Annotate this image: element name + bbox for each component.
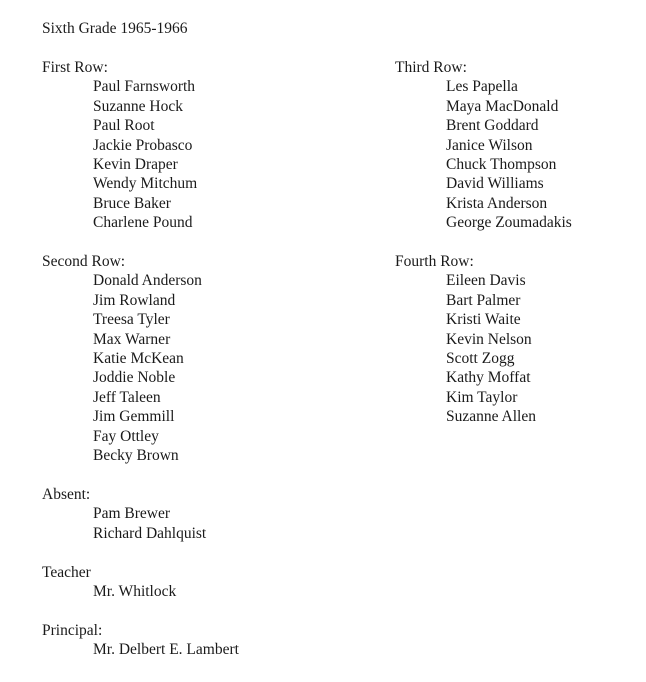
student-name: Charlene Pound [93, 214, 193, 232]
group-first-row [42, 58, 239, 233]
student-name: Bruce Baker [93, 194, 171, 212]
student-name: Donald Anderson [93, 272, 202, 290]
teacher-name: Mr. Whitlock [93, 582, 177, 600]
student-name: Treesa Tyler [93, 311, 170, 329]
student-name: Brent Goddard [446, 117, 539, 135]
student-name: Eileen Davis [446, 272, 526, 290]
group-heading: Fourth Row: [395, 253, 474, 271]
group-heading: Third Row: [395, 59, 467, 76]
group-absent [42, 485, 239, 543]
student-name: Becky Brown [93, 447, 179, 465]
group-heading: Principal: [42, 621, 103, 639]
student-name: Pam Brewer [93, 505, 171, 523]
student-name: Maya MacDonald [446, 97, 559, 115]
group-heading: Teacher [42, 563, 91, 581]
name-list [395, 271, 572, 426]
student-name: Jim Gemmill [93, 408, 175, 426]
student-name: Paul Root [93, 117, 155, 135]
principal-name: Mr. Delbert E. Lambert [93, 641, 239, 659]
group-third-row [395, 58, 572, 233]
student-name: Jeff Taleen [93, 388, 161, 406]
student-name: Joddie Noble [93, 369, 176, 387]
student-name: Kevin Draper [93, 156, 178, 174]
student-name: Krista Anderson [446, 194, 548, 212]
student-name: Jim Rowland [93, 291, 176, 309]
student-name: Chuck Thompson [446, 156, 557, 174]
name-list [42, 640, 239, 659]
student-name: Katie McKean [93, 350, 184, 368]
student-name: Suzanne Hock [93, 97, 183, 115]
student-name: Bart Palmer [446, 291, 521, 309]
name-list [42, 582, 239, 601]
group-fourth-row [395, 252, 572, 427]
student-name: Les Papella [446, 78, 518, 96]
student-name: Kevin Nelson [446, 330, 532, 348]
name-list [42, 504, 239, 543]
right-column [395, 58, 572, 446]
student-name: Scott Zogg [446, 350, 515, 368]
name-list [395, 77, 572, 232]
student-name: Fay Ottley [93, 427, 159, 445]
name-list [42, 77, 239, 232]
student-name: David Williams [446, 175, 544, 193]
student-name: Kim Taylor [446, 388, 518, 406]
student-name: Janice Wilson [446, 136, 533, 154]
student-name: Suzanne Allen [446, 408, 536, 426]
group-heading: Second Row: [42, 253, 126, 271]
document-title: Sixth Grade 1965-1966 [42, 20, 188, 37]
student-name: Jackie Probasco [93, 136, 193, 154]
student-name: Wendy Mitchum [93, 175, 198, 193]
student-name: Kathy Moffat [446, 369, 531, 387]
group-heading: Absent: [42, 485, 91, 503]
group-second-row [42, 252, 239, 465]
student-name: George Zoumadakis [446, 214, 572, 232]
group-heading: First Row: [42, 59, 108, 76]
left-column [42, 58, 239, 679]
name-list [42, 271, 239, 465]
student-name: Richard Dahlquist [93, 524, 207, 542]
student-name: Max Warner [93, 330, 171, 348]
group-teacher [42, 563, 239, 602]
student-name: Paul Farnsworth [93, 78, 196, 96]
student-name: Kristi Waite [446, 311, 521, 329]
group-principal [42, 621, 239, 660]
